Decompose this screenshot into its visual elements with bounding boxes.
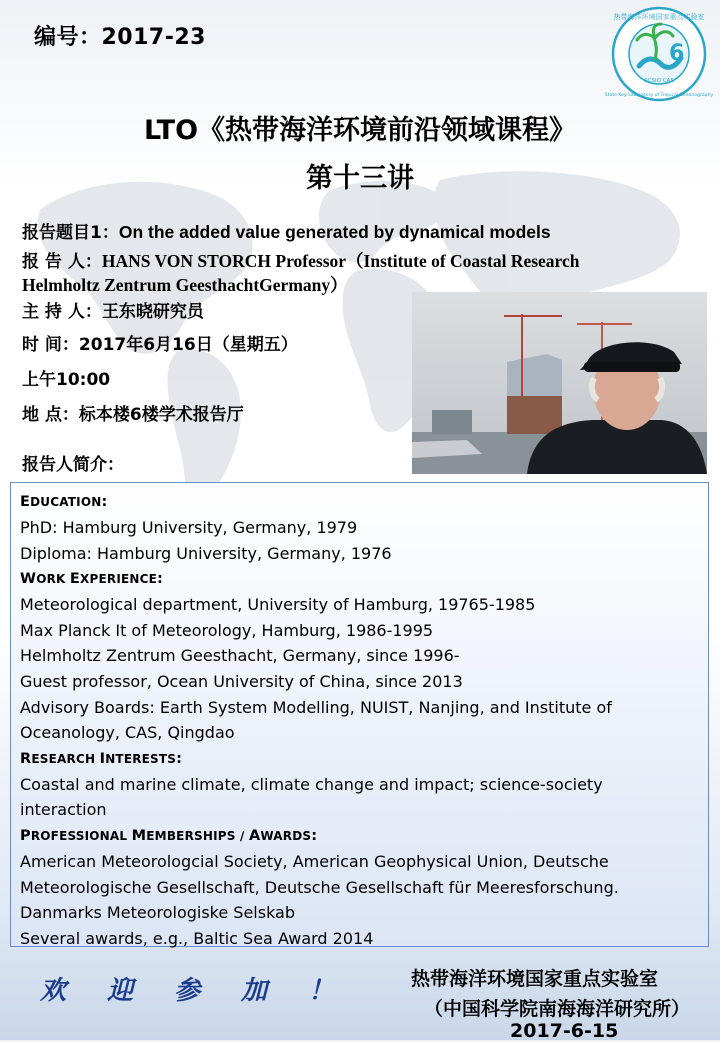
- host-row: 主 持 人：王东晓研究员: [22, 302, 204, 322]
- membership-item: Danmarks Meteorologiske Selskab: [20, 903, 296, 923]
- membership-item: Several awards, e.g., Baltic Sea Award 2014: [20, 928, 374, 948]
- lecture-series-title: LTO《热带海洋环境前沿领域课程》: [143, 115, 577, 146]
- svg-text:6: 6: [669, 41, 685, 66]
- research-interests-heading: RESEARCH INTERESTS:: [20, 750, 183, 767]
- education-item: PhD: Hamburg University, Germany, 1979: [20, 518, 358, 537]
- topic-row: [22, 218, 551, 243]
- document-number: 编号：2017-23: [34, 25, 206, 50]
- work-item: Advisory Boards: Earth System Modelling, NUIST, Nanjing, and Institute of: [20, 697, 612, 717]
- speaker-value-line1: HANS VON STORCH Professor（Institute of Coastal Research: [101, 251, 580, 271]
- work-item: Max Planck It of Meteorology, Hamburg, 1986-1995: [20, 620, 434, 640]
- bio-label: 报告人简介：: [22, 455, 124, 475]
- topic-value: On the added value generated by dynamical models: [118, 222, 551, 242]
- lto-lab-logo-icon: [604, 6, 714, 102]
- time-row: 时 间：2017年6月16日（星期五）: [22, 335, 298, 355]
- welcome-text: 欢 迎 参 加 ！: [40, 976, 351, 1006]
- research-item: interaction: [20, 800, 107, 820]
- research-item: Coastal and marine climate, climate change and impact; science-society: [20, 774, 603, 794]
- education-heading: EDUCATION:: [20, 494, 108, 510]
- speaker-row: [22, 247, 580, 273]
- speaker-value-line2: Helmholtz Zentrum GeesthachtGermany）: [22, 275, 348, 295]
- topic-label: 报告题目1：: [22, 223, 119, 243]
- work-item: Helmholtz Zentrum Geesthacht, Germany, since 1996-: [20, 646, 460, 666]
- place-row: 地 点：标本楼6楼学术报告厅: [22, 405, 244, 425]
- speaker-photo-icon: [412, 292, 707, 474]
- logo-ring-text-top: 热带海洋环境国家重点实验室: [613, 13, 705, 21]
- lab-name: 热带海洋环境国家重点实验室: [411, 968, 659, 990]
- issue-date: 2017-6-15: [510, 1020, 619, 1042]
- work-item: Guest professor, Ocean University of China, since 2013: [20, 671, 463, 691]
- speaker-label: 报 告 人：: [22, 252, 102, 272]
- speaker-bio-box: [10, 482, 709, 947]
- memberships-heading: PROFESSIONAL MEMBERSHIPS / AWARDS:: [20, 827, 318, 844]
- lecture-number: 第十三讲: [306, 163, 414, 194]
- work-item: Oceanology, CAS, Qingdao: [20, 723, 235, 743]
- membership-item: American Meteorologcial Society, American Geophysical Union, Deutsche: [20, 851, 609, 871]
- work-item: Meteorological department, University of Hamburg, 19765-1985: [20, 595, 536, 615]
- logo-badge-text: SCSIO CAS: [644, 78, 674, 84]
- logo-ring-text-bottom: State Key Laboratory of Tropical Oceanography: [604, 93, 714, 98]
- institute-name: （中国科学院南海海洋研究所）: [424, 998, 691, 1020]
- education-item: Diploma: Hamburg University, Germany, 1976: [20, 543, 392, 563]
- membership-item: Meteorologische Gesellschaft, Deutsche Gesellschaft für Meeresforschung.: [20, 877, 619, 897]
- time-row-2: 上午10:00: [22, 370, 111, 390]
- work-experience-heading: WORK EXPERIENCE:: [20, 571, 164, 588]
